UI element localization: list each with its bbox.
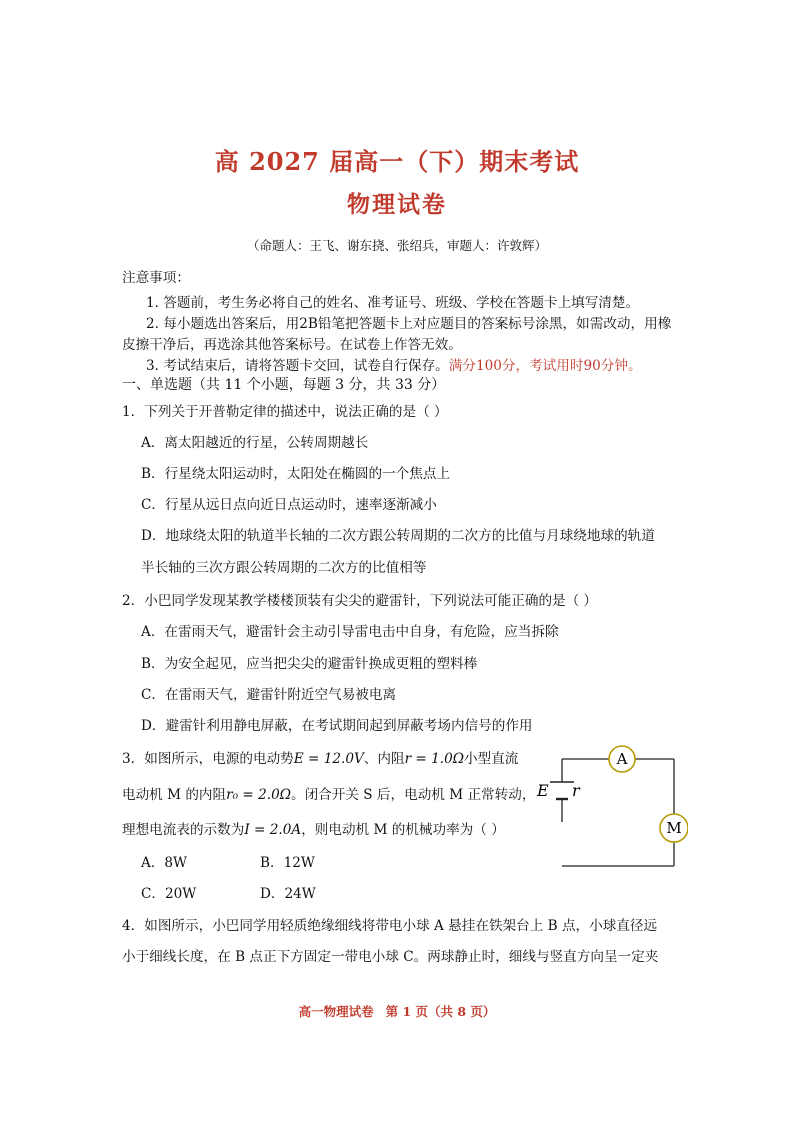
q1-option-d-line1: D．地球绕太阳的轨道半长轴的二次方跟公转周期的二次方的比值与月球绕地球的轨道 [141, 528, 655, 544]
footer-page-number: 第 1 页（共 8 页） [385, 1004, 496, 1019]
notice-item-2-line1: 2. 每小题选出答案后，用2B铅笔把答题卡上对应题目的答案标号涂黑，如需改动，用橡 [146, 316, 672, 332]
notice-item-3-text: 3. 考试结束后，请将答题卡交回，试卷自行保存。 [146, 358, 449, 374]
q3-line1-pre: 3．如图所示，电源的电动势 [122, 751, 294, 767]
q1-option-a: A．离太阳越近的行星，公转周期越长 [141, 435, 369, 451]
notice-item-3 [146, 354, 642, 374]
q2-option-b: B．为安全起见，应当把尖尖的避雷针换成更粗的塑料棒 [141, 656, 478, 672]
r-label: r [572, 781, 580, 800]
motor-label: M [666, 819, 682, 837]
q3-r0-value: r₀ = 2.0Ω [226, 787, 291, 803]
notice-item-2-line2: 皮擦干净后，再选涂其他答案标号。在试卷上作答无效。 [122, 337, 462, 353]
q3-line1 [122, 747, 518, 767]
q3-line3-post: ，则电动机 M 的机械功率为（ ） [301, 822, 505, 838]
footer-course: 高一物理试卷 [298, 1004, 374, 1019]
q4-line2: 小于细线长度，在 B 点正下方固定一带电小球 C。两球静止时，细线与竖直方向呈一定夹 [122, 949, 659, 965]
q3-line1-post: 小型直流 [464, 751, 519, 767]
q1-option-d-line2: 半长轴的三次方跟公转周期的二次方的比值相等 [141, 560, 427, 576]
q3-option-a: A．8W [141, 855, 188, 871]
section-heading: 一、单选题（共 11 个小题，每题 3 分，共 33 分） [122, 377, 446, 393]
q3-current-value: I = 2.0A [244, 822, 302, 838]
authors-line: （命题人：王飞、谢东挠、张绍兵，审题人：许敦辉） [246, 238, 547, 253]
q2-option-d: D．避雷针利用静电屏蔽，在考试期间起到屏蔽考场内信号的作用 [141, 718, 533, 734]
q2-option-a: A．在雷雨天气，避雷针会主动引导雷电击中自身，有危险，应当拆除 [141, 624, 559, 640]
q2-option-c: C．在雷雨天气，避雷针附近空气易被电离 [141, 687, 397, 703]
q1-option-c: C．行星从远日点向近日点运动时，速率逐渐减小 [141, 497, 437, 513]
q1-stem: 1．下列关于开普勒定律的描述中，说法正确的是（ ） [122, 404, 448, 420]
q3-option-c: C．20W [141, 886, 197, 902]
notice-heading: 注意事项： [122, 270, 190, 286]
exam-subtitle: 物理试卷 [347, 191, 447, 218]
q3-option-d: D．24W [260, 886, 316, 902]
page-footer [0, 1002, 794, 1020]
ammeter-label: A [616, 750, 628, 768]
q3-circuit-diagram [528, 742, 688, 874]
q2-stem: 2．小巴同学发现某教学楼楼顶装有尖尖的避雷针，下列说法可能正确的是（ ） [122, 593, 598, 609]
q4-line1: 4．如图所示，小巴同学用轻质绝缘细线将带电小球 A 悬挂在铁架台上 B 点，小球直径远 [122, 918, 658, 934]
notice-item-1: 1. 答题前，考生务必将自己的姓名、准考证号、班级、学校在答题卡上填写清楚。 [146, 295, 640, 311]
q3-line3 [122, 818, 505, 838]
q3-line2 [122, 783, 535, 803]
q3-emf-value: E = 12.0V [293, 751, 364, 767]
q3-line2-pre: 电动机 M 的内阻 [122, 787, 227, 803]
emf-label: E [537, 781, 549, 800]
q3-line2-post: 。闭合开关 S 后，电动机 M 正常转动， [291, 787, 536, 803]
q3-option-b: B．12W [260, 855, 315, 871]
q3-line3-pre: 理想电流表的示数为 [122, 822, 245, 838]
q3-line1-mid: 、内阻 [363, 751, 405, 767]
q1-option-b: B．行星绕太阳运动时，太阳处在椭圆的一个焦点上 [141, 466, 451, 482]
q3-r-value: r = 1.0Ω [404, 751, 465, 767]
exam-title: 高 2027 届高一（下）期末考试 [214, 147, 580, 176]
notice-score-time: 满分100分，考试用时90分钟。 [448, 358, 642, 374]
